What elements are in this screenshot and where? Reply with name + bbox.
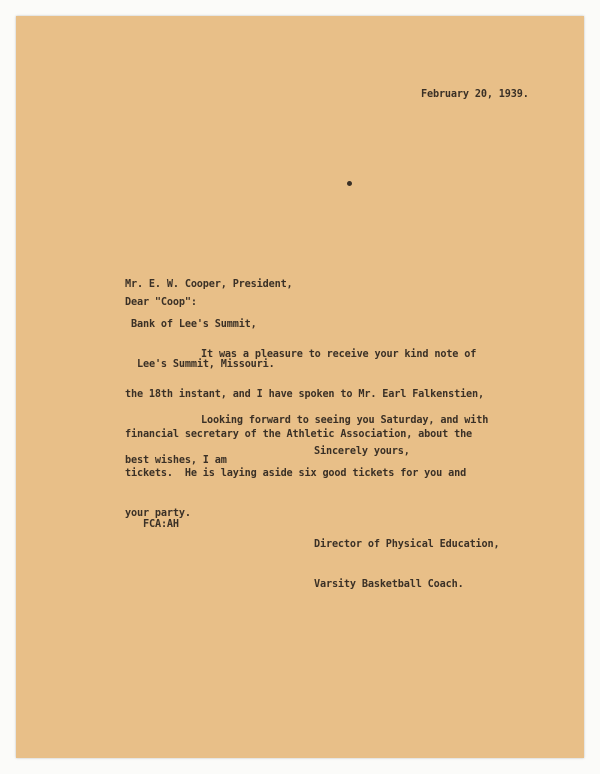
body-paragraph-2 — [125, 388, 488, 494]
signature-block — [314, 512, 500, 618]
paragraph-line: It was a pleasure to receive your kind note of — [201, 349, 477, 361]
complimentary-close: Sincerely yours, — [314, 446, 410, 457]
salutation: Dear "Coop": — [125, 297, 197, 308]
signature-line: Director of Physical Education, — [314, 539, 500, 551]
paragraph-line: your party. — [125, 507, 191, 519]
ink-dot — [347, 181, 352, 186]
paragraph-line: best wishes, I am — [125, 455, 227, 467]
recipient-line: Mr. E. W. Cooper, President, — [125, 279, 293, 291]
signature-line: Varsity Basketball Coach. — [314, 579, 464, 591]
typist-initials: FCA:AH — [143, 519, 179, 530]
paragraph-line: financial secretary of the Athletic Association, about the — [125, 428, 473, 440]
paragraph-line: Looking forward to seeing you Saturday, and with — [201, 415, 489, 427]
paragraph-line: tickets. He is laying aside six good tickets for you and — [125, 468, 467, 480]
letter-date: February 20, 1939. — [421, 89, 529, 100]
paragraph-line: the 18th instant, and I have spoken to Mr. Earl Falkenstien, — [125, 389, 485, 401]
recipient-line: Bank of Lee's Summit, — [131, 319, 257, 331]
recipient-line: Lee's Summit, Missouri. — [137, 358, 275, 370]
letter-page — [16, 16, 584, 758]
